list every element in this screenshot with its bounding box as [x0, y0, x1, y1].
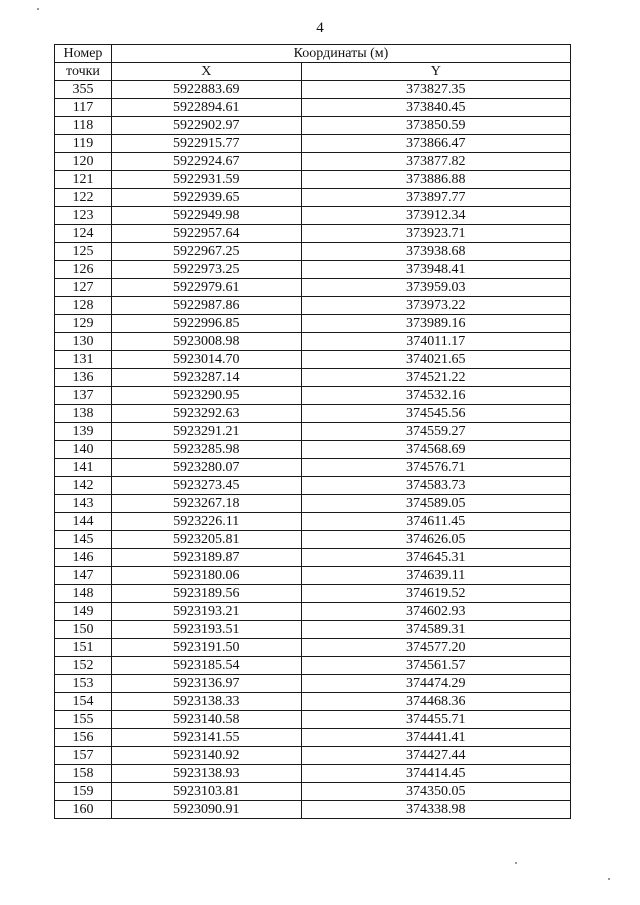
table-row — [55, 423, 571, 441]
cell-y: 374583.73 — [301, 477, 570, 495]
cell-x: 5923280.07 — [111, 459, 301, 477]
table-row — [55, 405, 571, 423]
cell-x: 5923014.70 — [111, 351, 301, 369]
cell-x: 5923140.92 — [111, 747, 301, 765]
cell-point-number: 123 — [55, 207, 112, 225]
cell-point-number: 141 — [55, 459, 112, 477]
table-row — [55, 189, 571, 207]
cell-x: 5923180.06 — [111, 567, 301, 585]
cell-x: 5923191.50 — [111, 639, 301, 657]
cell-x: 5923267.18 — [111, 495, 301, 513]
cell-x: 5922967.25 — [111, 243, 301, 261]
cell-point-number: 122 — [55, 189, 112, 207]
table-row — [55, 99, 571, 117]
cell-point-number: 125 — [55, 243, 112, 261]
table-row — [55, 513, 571, 531]
table-row — [55, 369, 571, 387]
cell-point-number: 159 — [55, 783, 112, 801]
table-row — [55, 333, 571, 351]
cell-point-number: 140 — [55, 441, 112, 459]
cell-point-number: 147 — [55, 567, 112, 585]
table-row — [55, 639, 571, 657]
header-point-number-2: точки — [55, 63, 112, 81]
cell-point-number: 137 — [55, 387, 112, 405]
cell-point-number: 131 — [55, 351, 112, 369]
cell-y: 374611.45 — [301, 513, 570, 531]
cell-y: 374441.41 — [301, 729, 570, 747]
cell-y: 374619.52 — [301, 585, 570, 603]
cell-y: 374474.29 — [301, 675, 570, 693]
cell-y: 374576.71 — [301, 459, 570, 477]
header-x: X — [111, 63, 301, 81]
cell-y: 373897.77 — [301, 189, 570, 207]
scan-speck — [37, 8, 39, 10]
cell-x: 5922931.59 — [111, 171, 301, 189]
cell-y: 373938.68 — [301, 243, 570, 261]
cell-y: 374602.93 — [301, 603, 570, 621]
cell-x: 5923140.58 — [111, 711, 301, 729]
table-header — [55, 45, 571, 81]
cell-y: 373948.41 — [301, 261, 570, 279]
cell-y: 373959.03 — [301, 279, 570, 297]
cell-y: 374455.71 — [301, 711, 570, 729]
cell-y: 374350.05 — [301, 783, 570, 801]
cell-y: 374468.36 — [301, 693, 570, 711]
cell-y: 374338.98 — [301, 801, 570, 819]
table-row — [55, 711, 571, 729]
table-row — [55, 297, 571, 315]
cell-x: 5923189.87 — [111, 549, 301, 567]
cell-x: 5923285.98 — [111, 441, 301, 459]
cell-x: 5923008.98 — [111, 333, 301, 351]
cell-y: 374645.31 — [301, 549, 570, 567]
cell-y: 374545.56 — [301, 405, 570, 423]
table-row — [55, 81, 571, 99]
cell-y: 374521.22 — [301, 369, 570, 387]
table-row — [55, 675, 571, 693]
cell-x: 5923290.95 — [111, 387, 301, 405]
table-row — [55, 459, 571, 477]
cell-x: 5922902.97 — [111, 117, 301, 135]
cell-x: 5922973.25 — [111, 261, 301, 279]
coordinates-table — [54, 44, 571, 819]
table-row — [55, 567, 571, 585]
table-row — [55, 549, 571, 567]
cell-point-number: 130 — [55, 333, 112, 351]
table-body — [55, 81, 571, 819]
cell-point-number: 138 — [55, 405, 112, 423]
cell-point-number: 121 — [55, 171, 112, 189]
cell-point-number: 117 — [55, 99, 112, 117]
cell-point-number: 149 — [55, 603, 112, 621]
table-row — [55, 207, 571, 225]
cell-point-number: 124 — [55, 225, 112, 243]
cell-x: 5922957.64 — [111, 225, 301, 243]
cell-x: 5922883.69 — [111, 81, 301, 99]
cell-point-number: 139 — [55, 423, 112, 441]
table-row — [55, 603, 571, 621]
cell-x: 5923291.21 — [111, 423, 301, 441]
cell-y: 374414.45 — [301, 765, 570, 783]
cell-y: 373840.45 — [301, 99, 570, 117]
table-row — [55, 729, 571, 747]
table-row — [55, 387, 571, 405]
cell-point-number: 157 — [55, 747, 112, 765]
cell-x: 5923138.33 — [111, 693, 301, 711]
scan-speck — [608, 878, 610, 880]
cell-x: 5923185.54 — [111, 657, 301, 675]
cell-y: 374532.16 — [301, 387, 570, 405]
cell-x: 5922915.77 — [111, 135, 301, 153]
table-row — [55, 225, 571, 243]
cell-x: 5923193.21 — [111, 603, 301, 621]
cell-point-number: 129 — [55, 315, 112, 333]
cell-x: 5923141.55 — [111, 729, 301, 747]
table-row — [55, 135, 571, 153]
table-row — [55, 477, 571, 495]
scan-speck — [515, 862, 517, 864]
cell-y: 374577.20 — [301, 639, 570, 657]
cell-y: 374626.05 — [301, 531, 570, 549]
cell-x: 5923138.93 — [111, 765, 301, 783]
table-row — [55, 171, 571, 189]
cell-point-number: 152 — [55, 657, 112, 675]
table-row — [55, 279, 571, 297]
table-row — [55, 243, 571, 261]
cell-y: 374568.69 — [301, 441, 570, 459]
table-row — [55, 351, 571, 369]
cell-point-number: 145 — [55, 531, 112, 549]
cell-y: 373877.82 — [301, 153, 570, 171]
cell-x: 5922979.61 — [111, 279, 301, 297]
table-row — [55, 585, 571, 603]
table-row — [55, 495, 571, 513]
cell-y: 374589.31 — [301, 621, 570, 639]
cell-y: 374561.57 — [301, 657, 570, 675]
cell-x: 5922939.65 — [111, 189, 301, 207]
header-point-number: Номер — [55, 45, 112, 63]
cell-point-number: 151 — [55, 639, 112, 657]
cell-x: 5923193.51 — [111, 621, 301, 639]
cell-point-number: 154 — [55, 693, 112, 711]
cell-x: 5923103.81 — [111, 783, 301, 801]
table-row — [55, 153, 571, 171]
cell-point-number: 150 — [55, 621, 112, 639]
cell-point-number: 136 — [55, 369, 112, 387]
cell-point-number: 160 — [55, 801, 112, 819]
header-coordinates: Координаты (м) — [111, 45, 570, 63]
cell-x: 5922949.98 — [111, 207, 301, 225]
cell-point-number: 146 — [55, 549, 112, 567]
cell-y: 374559.27 — [301, 423, 570, 441]
cell-y: 373923.71 — [301, 225, 570, 243]
cell-y: 373886.88 — [301, 171, 570, 189]
cell-y: 373989.16 — [301, 315, 570, 333]
cell-y: 373973.22 — [301, 297, 570, 315]
table-row — [55, 441, 571, 459]
cell-point-number: 127 — [55, 279, 112, 297]
cell-point-number: 155 — [55, 711, 112, 729]
table-row — [55, 801, 571, 819]
table-row — [55, 747, 571, 765]
cell-point-number: 142 — [55, 477, 112, 495]
cell-point-number: 126 — [55, 261, 112, 279]
table-row — [55, 693, 571, 711]
cell-x: 5923292.63 — [111, 405, 301, 423]
cell-y: 374427.44 — [301, 747, 570, 765]
cell-point-number: 118 — [55, 117, 112, 135]
cell-y: 374021.65 — [301, 351, 570, 369]
cell-point-number: 158 — [55, 765, 112, 783]
cell-x: 5923189.56 — [111, 585, 301, 603]
header-y: Y — [301, 63, 570, 81]
table-row — [55, 765, 571, 783]
cell-point-number: 120 — [55, 153, 112, 171]
cell-x: 5923090.91 — [111, 801, 301, 819]
cell-y: 374639.11 — [301, 567, 570, 585]
table-row — [55, 531, 571, 549]
cell-point-number: 148 — [55, 585, 112, 603]
cell-point-number: 128 — [55, 297, 112, 315]
table-row — [55, 621, 571, 639]
cell-point-number: 143 — [55, 495, 112, 513]
cell-x: 5922996.85 — [111, 315, 301, 333]
cell-x: 5923205.81 — [111, 531, 301, 549]
cell-point-number: 153 — [55, 675, 112, 693]
cell-y: 373850.59 — [301, 117, 570, 135]
cell-x: 5923287.14 — [111, 369, 301, 387]
cell-x: 5922894.61 — [111, 99, 301, 117]
cell-y: 373827.35 — [301, 81, 570, 99]
cell-point-number: 119 — [55, 135, 112, 153]
table-row — [55, 261, 571, 279]
table-row — [55, 315, 571, 333]
table-row — [55, 657, 571, 675]
table-row — [55, 117, 571, 135]
cell-y: 373866.47 — [301, 135, 570, 153]
cell-point-number: 355 — [55, 81, 112, 99]
cell-x: 5923226.11 — [111, 513, 301, 531]
cell-y: 373912.34 — [301, 207, 570, 225]
page-number: 4 — [316, 20, 324, 36]
cell-y: 374589.05 — [301, 495, 570, 513]
cell-point-number: 156 — [55, 729, 112, 747]
table-row — [55, 783, 571, 801]
cell-x: 5922924.67 — [111, 153, 301, 171]
cell-y: 374011.17 — [301, 333, 570, 351]
cell-x: 5923273.45 — [111, 477, 301, 495]
cell-point-number: 144 — [55, 513, 112, 531]
cell-x: 5923136.97 — [111, 675, 301, 693]
cell-x: 5922987.86 — [111, 297, 301, 315]
